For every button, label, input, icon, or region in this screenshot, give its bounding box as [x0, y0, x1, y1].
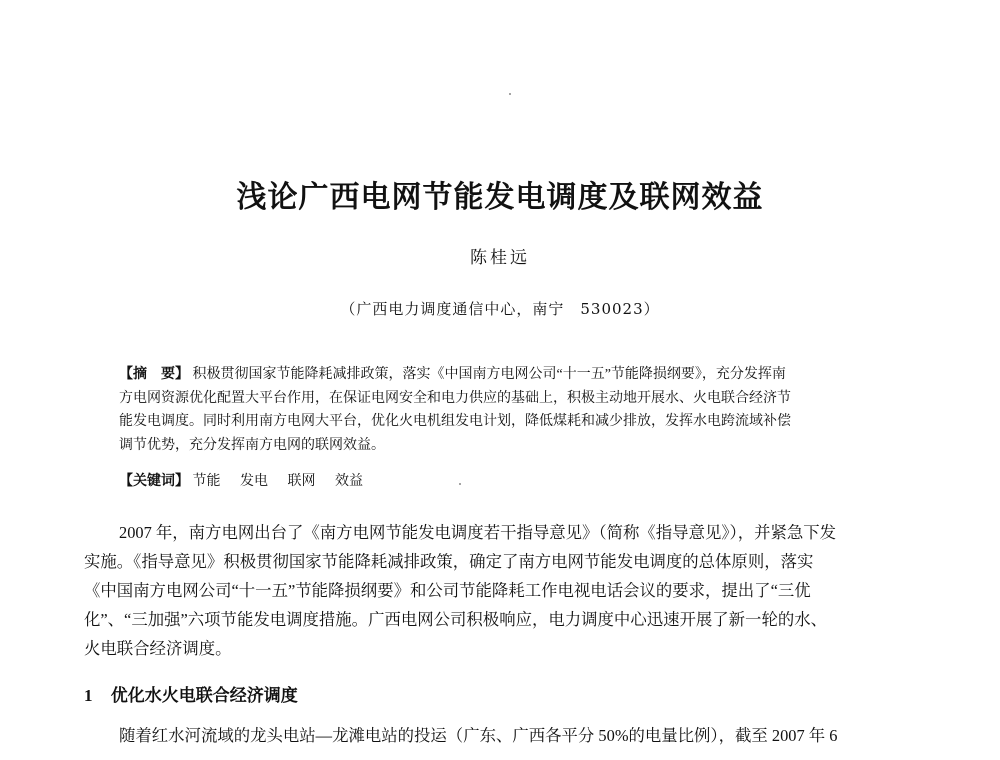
scan-speck — [509, 93, 511, 95]
intro-paragraph — [84, 518, 914, 663]
section-paragraph — [84, 721, 914, 750]
abstract-block — [119, 363, 889, 457]
abstract-line — [119, 363, 889, 387]
author-name: 陈桂远 — [470, 248, 530, 268]
paragraph-line: 随着红水河流域的龙头电站—龙滩电站的投运（广东、广西各平分 50%的电量比例），截至 2007 年 6 — [119, 726, 838, 745]
section-title: 优化水火电联合经济调度 — [110, 686, 298, 705]
abstract-line: 方电网资源优化配置大平台作用，在保证电网安全和电力供应的基础上，积极主动地开展水、火电联合经济节 — [119, 390, 791, 406]
paragraph-line: 实施。《指导意见》积极贯彻国家节能降耗减排政策，确定了南方电网节能发电调度的总体原则，落实 — [84, 552, 814, 571]
keyword: 发电 — [240, 474, 268, 489]
abstract-line: 调节优势，充分发挥南方电网的联网效益。 — [119, 437, 385, 453]
paragraph-line: 2007 年，南方电网出台了《南方电网节能发电调度若干指导意见》（简称《指导意见》），并紧急下发 — [119, 523, 837, 542]
scan-speck — [459, 483, 461, 485]
keyword: 节能 — [192, 474, 221, 489]
section-number: 1 — [84, 686, 93, 705]
abstract-label: 【摘 要】 — [119, 367, 189, 382]
keywords-label: 【关键词】 — [119, 474, 189, 489]
abstract-text: 积极贯彻国家节能降耗减排政策，落实《中国南方电网公司“十一五”节能降损纲要》，充分发挥南 — [192, 367, 786, 382]
paper-title: 浅论广西电网节能发电调度及联网效益 — [236, 180, 764, 215]
paragraph-line: 《中国南方电网公司“十一五”节能降损纲要》和公司节能降耗工作电视电话会议的要求，提出了“三优 — [84, 581, 811, 600]
keyword: 联网 — [287, 474, 316, 489]
section-heading — [84, 681, 298, 706]
keywords-block — [119, 470, 379, 490]
keyword: 效益 — [335, 474, 363, 489]
paragraph-line: 化”、“三加强”六项节能发电调度措施。广西电网公司积极响应，电力调度中心迅速开展了新一轮的水、 — [84, 610, 828, 629]
paragraph-line: 火电联合经济调度。 — [84, 639, 232, 658]
abstract-line: 能发电调度。同时利用南方电网大平台，优化火电机组发电计划，降低煤耗和减少排放，发挥水电跨流域补偿 — [119, 414, 791, 429]
author-affiliation: （广西电力调度通信中心，南宁 530023） — [340, 300, 660, 318]
